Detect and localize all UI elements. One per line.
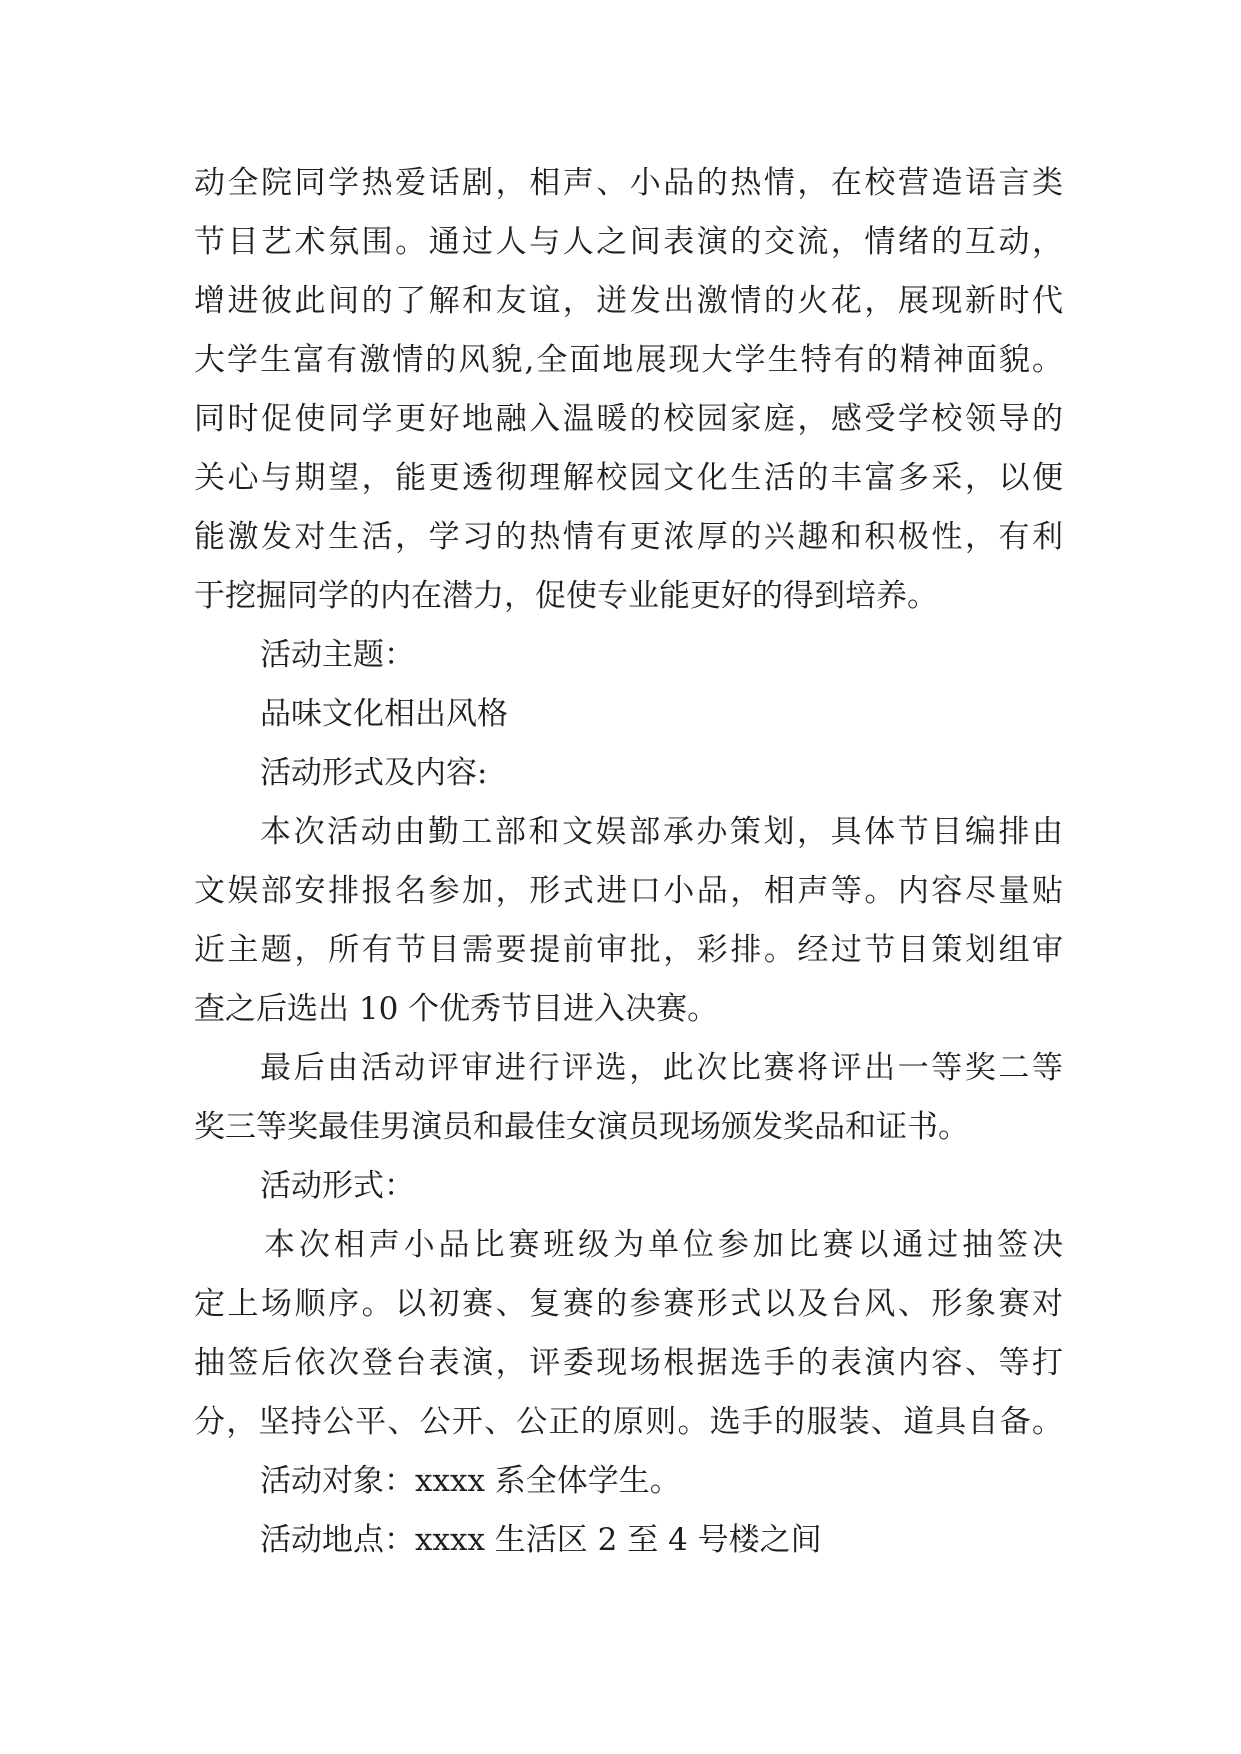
section-heading: 活动主题：	[260, 637, 415, 673]
text-line: 活动地点：xxxx 生活区 2 至 4 号楼之间	[260, 1522, 822, 1558]
text-line: 定上场顺序。以初赛、复赛的参赛形式以及台风、形象赛对	[194, 1286, 1063, 1322]
text-line: 动全院同学热爱话剧，相声、小品的热情，在校营造语言类	[194, 165, 1063, 201]
text-line: 本次活动由勤工部和文娱部承办策划，具体节目编排由	[260, 814, 1063, 850]
text-line: 近主题，所有节目需要提前审批，彩排。经过节目策划组审	[194, 932, 1063, 968]
text-line: 关心与期望，能更透彻理解校园文化生活的丰富多采，以便	[194, 460, 1063, 496]
text-line: 本次相声小品比赛班级为单位参加比赛以通过抽签决	[264, 1227, 1063, 1263]
text-line: 奖三等奖最佳男演员和最佳女演员现场颁发奖品和证书。	[194, 1109, 969, 1145]
text-line: 品味文化相出风格	[260, 696, 508, 732]
text-line: 于挖掘同学的内在潜力，促使专业能更好的得到培养。	[194, 578, 938, 614]
text-line: 增进彼此间的了解和友谊，迸发出激情的火花，展现新时代	[194, 283, 1063, 319]
text-line: 抽签后依次登台表演，评委现场根据选手的表演内容、等打	[194, 1345, 1063, 1381]
text-line: 能激发对生活，学习的热情有更浓厚的兴趣和积极性，有利	[194, 519, 1063, 555]
section-heading: 活动形式：	[260, 1168, 415, 1204]
text-line: 活动对象：xxxx 系全体学生。	[260, 1463, 681, 1499]
text-line: 分，坚持公平、公开、公正的原则。选手的服装、道具自备。	[194, 1404, 1063, 1440]
text-line: 文娱部安排报名参加，形式进口小品，相声等。内容尽量贴	[194, 873, 1063, 909]
text-line: 查之后选出 10 个优秀节目进入决赛。	[194, 991, 719, 1027]
section-heading: 活动形式及内容:	[260, 755, 488, 791]
body-text	[194, 154, 1063, 1570]
text-line: 最后由活动评审进行评选，此次比赛将评出一等奖二等	[260, 1050, 1063, 1086]
text-line: 大学生富有激情的风貌,全面地展现大学生特有的精神面貌。	[194, 342, 1063, 378]
text-line: 节目艺术氛围。通过人与人之间表演的交流，情绪的互动，	[194, 224, 1063, 260]
text-line: 同时促使同学更好地融入温暖的校园家庭，感受学校领导的	[194, 401, 1063, 437]
